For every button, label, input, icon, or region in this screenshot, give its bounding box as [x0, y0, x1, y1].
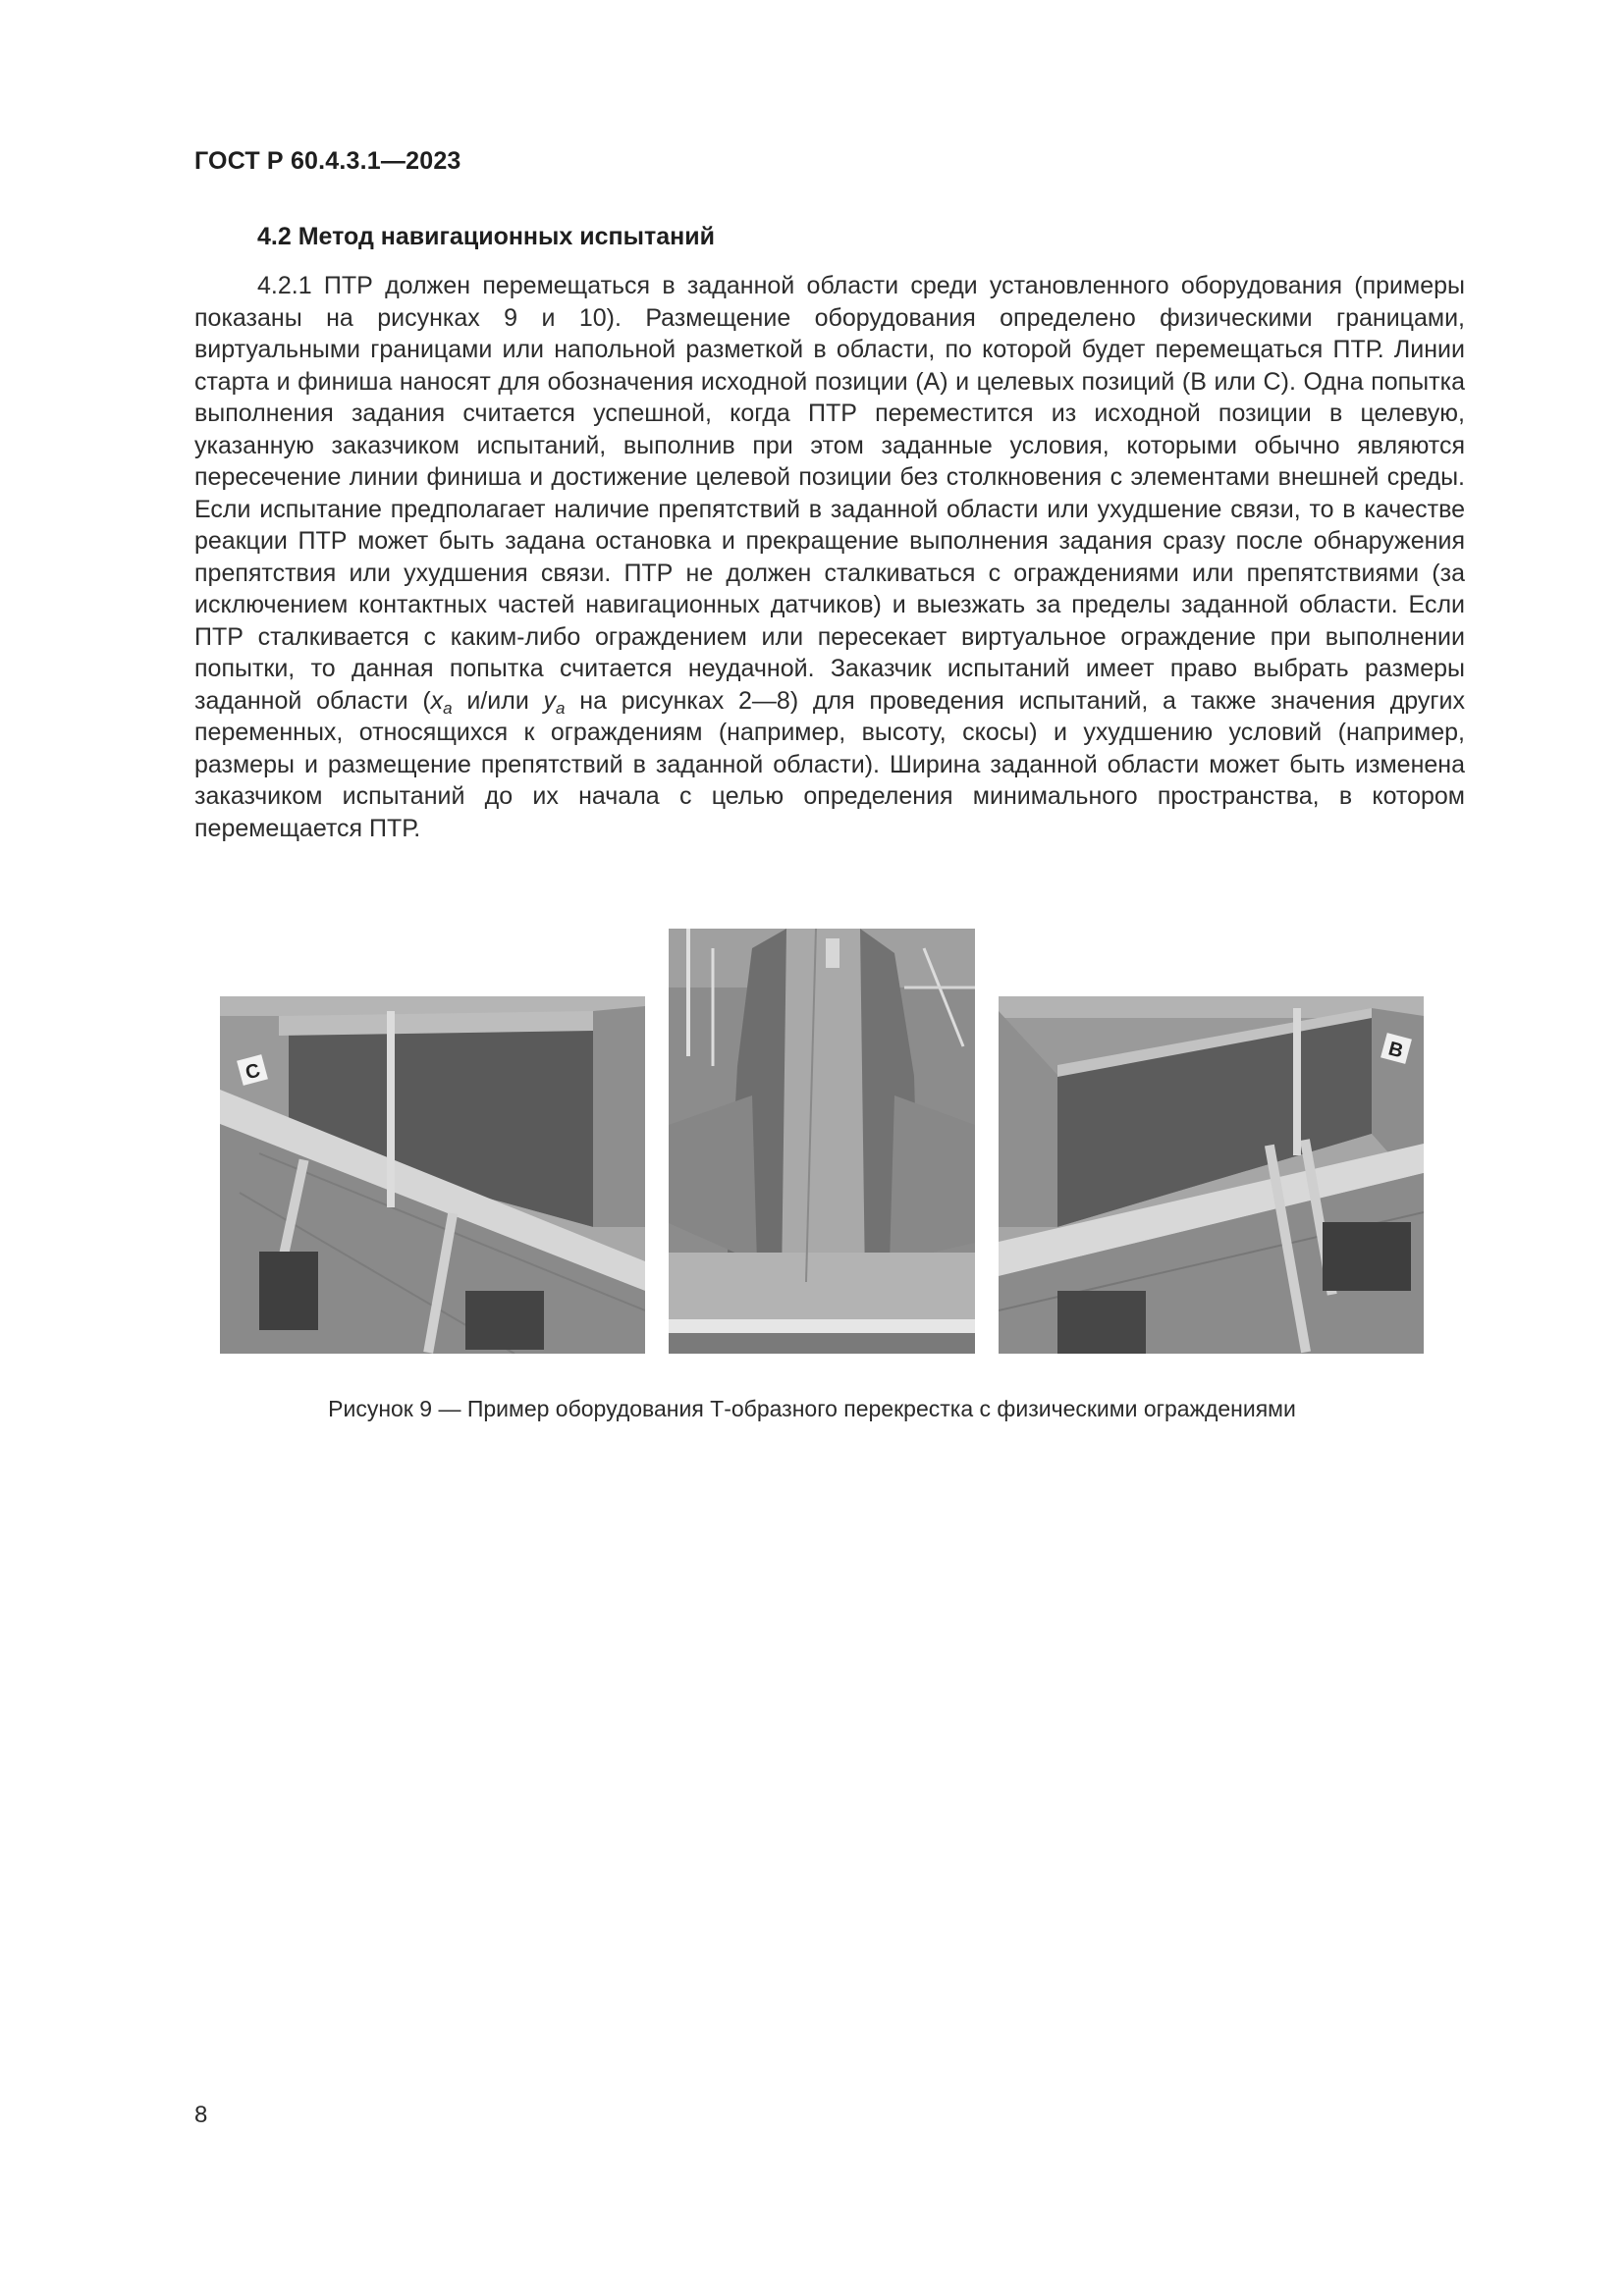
photo-center-corridor: [669, 929, 975, 1354]
variable-y-subscript: a: [556, 698, 566, 718]
figure-caption: Рисунок 9 — Пример оборудования Т-образного перекрестка с физическими ограждениями: [328, 1396, 1296, 1421]
photo-right-corner-b: [999, 996, 1424, 1354]
photo-left-corner-c: [220, 996, 645, 1354]
paragraph-text-part3: на рисунках 2—8) для проведения испытаний, а также значения других переменных, относящихся к ограждениям (например, высоту, скосы) и ухудшению условий (например, размеры и размещение препятствий в заданной области). Ширина заданной области может быть изменена заказчиком испытаний до их начала с целью определения минимального пространства, в котором перемещается ПТР.: [194, 686, 1465, 842]
page-number: 8: [194, 2102, 208, 2128]
photo-left-drawing: [220, 996, 645, 1354]
section-heading: 4.2 Метод навигационных испытаний: [257, 223, 715, 250]
photo-right-drawing: [999, 996, 1424, 1354]
paragraph-text-part1: 4.2.1 ПТР должен перемещаться в заданной области среди установленного оборудования (примеры показаны на рисунках 9 и 10). Размещение оборудования определено физическими границами, виртуальными границами или напольной разметкой в области, по которой будет перемещаться ПТР. Линии старта и финиша наносят для обозначения исходной позиции (А) и целевых позиций (В или С). Одна попытка выполнения задания считается успешной, когда ПТР переместится из исходной позиции в целевую, указанную заказчиком испытаний, выполнив при этом заданные условия, которыми обычно являются пересечение линии финиша и достижение целевой позиции без столкновения с элементами внешней среды. Если испытание предполагает наличие препятствий в заданной области или ухудшение связи, то в качестве реакции ПТР может быть задана остановка и прекращение выполнения задания сразу после обнаружения препятствия или ухудшения связи. ПТР не должен сталкиваться с ограждениями или препятствиями (за исключением контактных частей навигационных датчиков) и выезжать за пределы заданной области. Если ПТР сталкивается с каким-либо ограждением или пересекает виртуальное ограждение при выполнении попытки, то данная попытка считается неудачной. Заказчик испытаний имеет право выбрать размеры заданной области (: [194, 272, 1465, 715]
variable-x: x: [430, 686, 444, 715]
document-code: ГОСТ Р 60.4.3.1—2023: [194, 147, 461, 175]
marker-c-label: C: [243, 1059, 263, 1085]
section-paragraph: [194, 270, 1465, 844]
photo-center-drawing: [669, 929, 975, 1354]
variable-x-subscript: a: [443, 698, 453, 718]
variable-y: y: [543, 686, 557, 715]
paragraph-text-part2: и/или: [452, 686, 544, 715]
marker-b-label: B: [1385, 1038, 1406, 1063]
